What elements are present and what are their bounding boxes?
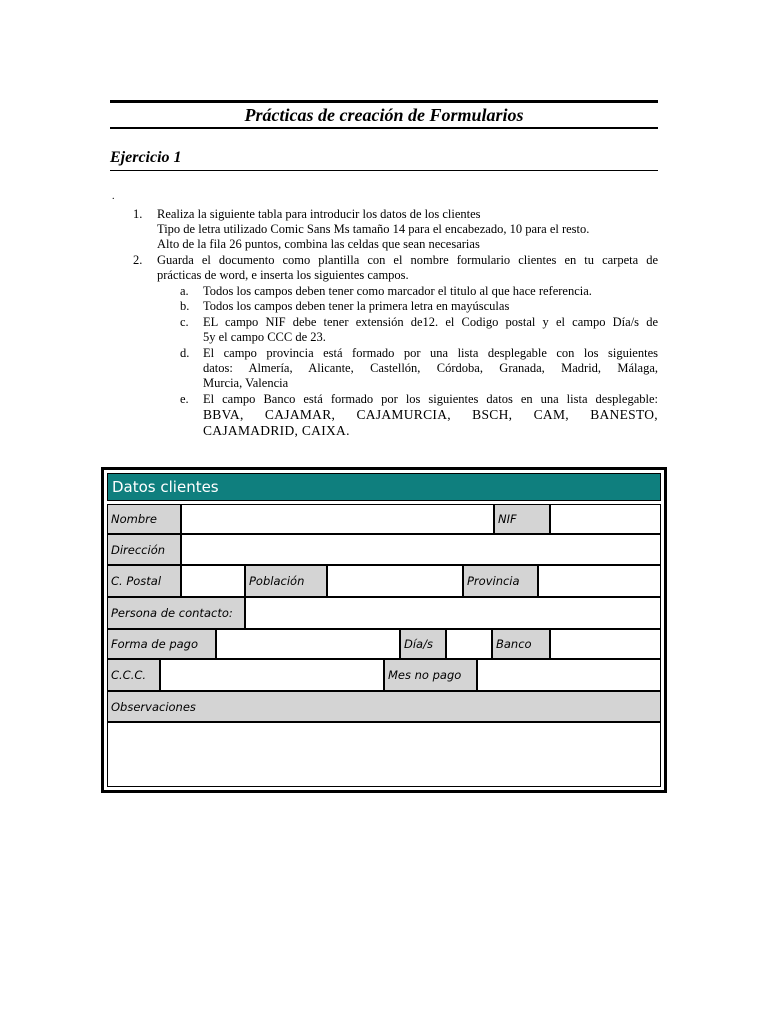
observaciones-field[interactable] <box>107 722 661 787</box>
instruction-text: Tipo de letra utilizado Comic Sans Ms tamaño 14 para el encabezado, 10 para el resto. <box>157 222 590 236</box>
label-dias: Día/s <box>400 629 446 659</box>
instruction-text: BBVA, CAJAMAR, CAJAMURCIA, BSCH, CAM, BANESTO, <box>203 407 658 422</box>
dias-field[interactable] <box>446 629 492 659</box>
label-nif: NIF <box>494 504 550 534</box>
label-cpostal: C. Postal <box>107 565 181 597</box>
instruction-text: Todos los campos deben tener como marcador el titulo al que hace referencia. <box>203 284 592 298</box>
sub-letter: a. <box>180 284 189 298</box>
nif-field[interactable] <box>550 504 661 534</box>
label-mes-no-pago: Mes no pago <box>384 659 477 691</box>
label-direccion: Dirección <box>107 534 181 565</box>
instruction-text: El campo Banco está formado por los siguientes datos en una lista desplegable: <box>203 392 658 406</box>
page-title: Prácticas de creación de Formularios <box>244 105 524 125</box>
sub-letter: c. <box>180 315 189 329</box>
contacto-field[interactable] <box>245 597 661 629</box>
instruction-text: Alto de la fila 26 puntos, combina las celdas que sean necesarias <box>157 237 480 251</box>
provincia-dropdown[interactable] <box>538 565 661 597</box>
cpostal-field[interactable] <box>181 565 245 597</box>
stray-mark: . <box>112 191 115 202</box>
label-ccc: C.C.C. <box>107 659 160 691</box>
exercise-heading: Ejercicio 1 <box>110 149 182 166</box>
label-observaciones: Observaciones <box>107 691 661 722</box>
direccion-field[interactable] <box>181 534 661 565</box>
title-bottom-rule <box>110 127 658 129</box>
instruction-text: datos: Almería, Alicante, Castellón, Córdoba, Granada, Madrid, Málaga, <box>203 361 658 375</box>
label-provincia: Provincia <box>463 565 538 597</box>
ccc-field[interactable] <box>160 659 384 691</box>
exercise-rule <box>110 170 658 171</box>
label-forma-pago: Forma de pago <box>107 629 216 659</box>
form-header: Datos clientes <box>107 473 661 501</box>
instruction-text: Guarda el documento como plantilla con el nombre formulario clientes en tu carpeta de <box>157 253 658 267</box>
list-number: 2. <box>133 253 143 267</box>
instruction-text: Realiza la siguiente tabla para introducir los datos de los clientes <box>157 207 481 221</box>
sub-letter: e. <box>180 392 189 406</box>
instruction-text: EL campo NIF debe tener extensión de12. el Codigo postal y el campo Día/s de <box>203 315 658 329</box>
instruction-text: 5y el campo CCC de 23. <box>203 330 326 344</box>
sub-letter: d. <box>180 346 190 360</box>
poblacion-field[interactable] <box>327 565 463 597</box>
client-form <box>101 467 667 793</box>
instruction-text: CAJAMADRID, CAIXA. <box>203 423 350 438</box>
instruction-text: prácticas de word, e inserta los siguientes campos. <box>157 268 409 282</box>
nombre-field[interactable] <box>181 504 494 534</box>
instruction-text: Todos los campos deben tener la primera letra en mayúsculas <box>203 299 510 313</box>
label-poblacion: Población <box>245 565 327 597</box>
label-nombre: Nombre <box>107 504 181 534</box>
label-contacto: Persona de contacto: <box>107 597 245 629</box>
title-top-rule <box>110 100 658 103</box>
instruction-text: El campo provincia está formado por una lista desplegable con los siguientes <box>203 346 658 360</box>
list-number: 1. <box>133 207 143 221</box>
forma-pago-field[interactable] <box>216 629 400 659</box>
instruction-text: Murcia, Valencia <box>203 376 289 390</box>
mes-no-pago-field[interactable] <box>477 659 661 691</box>
sub-letter: b. <box>180 299 190 313</box>
banco-dropdown[interactable] <box>550 629 661 659</box>
label-banco: Banco <box>492 629 550 659</box>
